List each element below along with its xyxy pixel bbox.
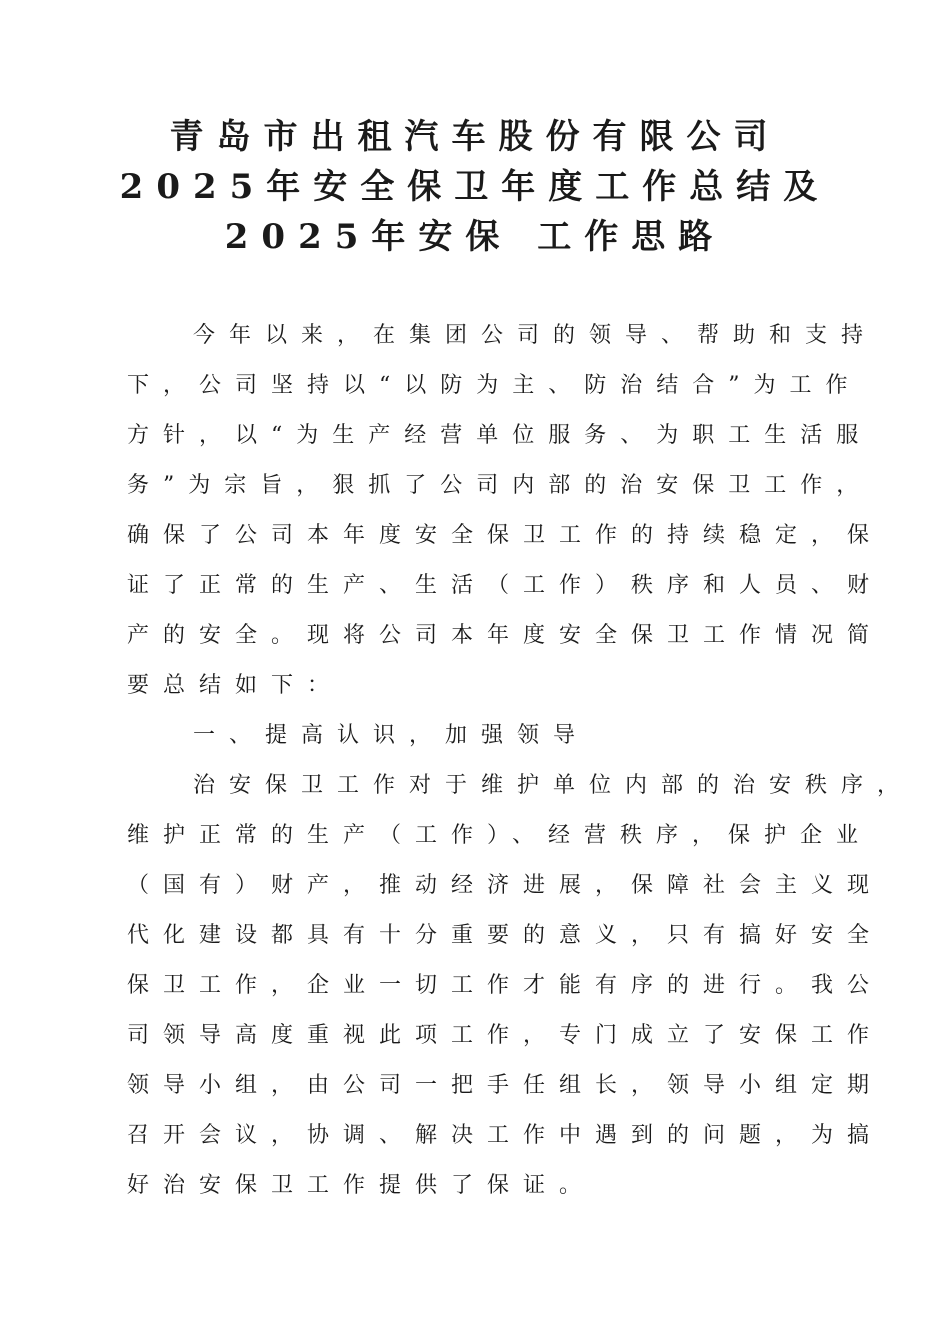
paragraph-1-line-2: 下，公司坚持以“以防为主、防治结合”为工作 [127, 373, 862, 398]
paragraph-2-line-4: 代化建设都具有十分重要的意义，只有搞好安全 [127, 923, 884, 948]
paragraph-1-line-5: 确保了公司本年度安全保卫工作的持续稳定，保 [127, 523, 884, 548]
paragraph-2-line-2: 维护正常的生产（工作）、经营秩序，保护企业 [127, 823, 873, 848]
paragraph-1-line-1: 今年以来，在集团公司的领导、帮助和支持 [193, 323, 878, 348]
paragraph-2-line-9: 好治安保卫工作提供了保证。 [127, 1173, 596, 1198]
paragraph-2-line-1: 治安保卫工作对于维护单位内部的治安秩序， [193, 773, 914, 798]
paragraph-1-line-4: 务”为宗旨，狠抓了公司内部的治安保卫工作， [127, 473, 873, 498]
paragraph-2-line-3: （国有）财产，推动经济进展，保障社会主义现 [127, 873, 884, 898]
document-title-line-1: 青岛市出租汽车股份有限公司 [169, 117, 781, 157]
paragraph-2-line-7: 领导小组，由公司一把手任组长，领导小组定期 [127, 1073, 884, 1098]
paragraph-2-line-5: 保卫工作，企业一切工作才能有序的进行。我公 [127, 973, 884, 998]
paragraph-1-line-6: 证了正常的生产、生活（工作）秩序和人员、财 [127, 573, 884, 598]
paragraph-2-line-6: 司领导高度重视此项工作，专门成立了安保工作 [127, 1023, 884, 1048]
document-title-line-3: 2025年安保 工作思路 [224, 217, 726, 257]
section-1-heading: 一、提高认识，加强领导 [193, 723, 590, 748]
paragraph-1-line-7: 产的安全。现将公司本年度安全保卫工作情况简 [127, 623, 884, 648]
paragraph-1-line-8: 要总结如下： [127, 673, 344, 698]
document-title-line-2: 2025年安全保卫年度工作总结及 [119, 167, 831, 207]
paragraph-1-line-3: 方针，以“为生产经营单位服务、为职工生活服 [127, 423, 873, 448]
paragraph-2-line-8: 召开会议，协调、解决工作中遇到的问题，为搞 [127, 1123, 884, 1148]
